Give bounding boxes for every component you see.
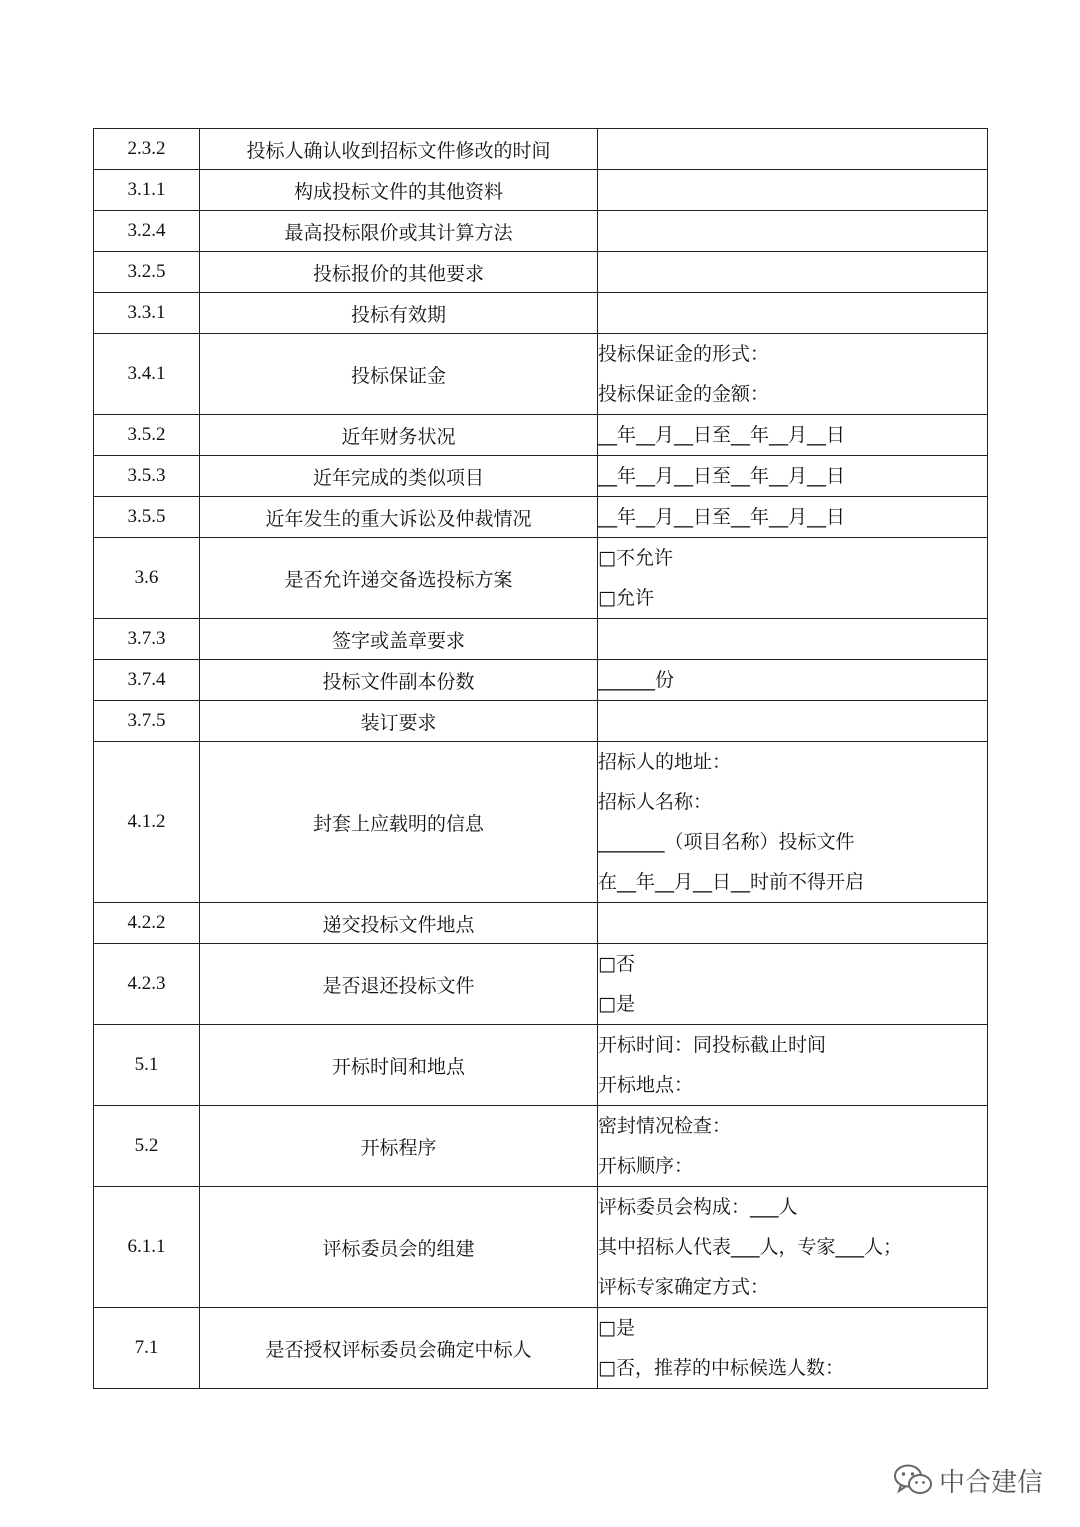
- watermark-text: 中合建信: [939, 1467, 1044, 1498]
- value-line: □否，推荐的中标候选人数：: [598, 1357, 844, 1379]
- clause-number: 3.4.1: [94, 334, 200, 415]
- table-row: [94, 1106, 988, 1187]
- table-row: [94, 619, 988, 660]
- clause-number: 4.2.2: [94, 903, 200, 944]
- clause-item: 投标人确认收到招标文件修改的时间: [200, 129, 598, 170]
- table-row: [94, 538, 988, 619]
- clause-number: 3.5.2: [94, 415, 200, 456]
- table-row: [94, 211, 988, 252]
- value-line: 开标顺序：: [598, 1155, 694, 1177]
- clause-value: [598, 1187, 988, 1308]
- table-row: [94, 415, 988, 456]
- value-line: 评标专家确定方式：: [598, 1276, 770, 1298]
- table-row: [94, 1308, 988, 1389]
- clause-value: [598, 538, 988, 619]
- clause-number: 3.1.1: [94, 170, 200, 211]
- value-line: __年__月__日至__年__月__日: [598, 506, 846, 528]
- value-line: 开标时间：同投标截止时间: [598, 1034, 827, 1056]
- clause-value: [598, 701, 988, 742]
- table-row: [94, 334, 988, 415]
- clause-item: 是否授权评标委员会确定中标人: [200, 1308, 598, 1389]
- clause-value: [598, 619, 988, 660]
- clause-value: [598, 1308, 988, 1389]
- clause-number: 3.7.5: [94, 701, 200, 742]
- value-line: 其中招标人代表___人，专家___人；: [598, 1236, 903, 1258]
- table-row: [94, 701, 988, 742]
- clause-number: 6.1.1: [94, 1187, 200, 1308]
- value-line: 开标地点：: [598, 1074, 694, 1096]
- table-row: [94, 742, 988, 903]
- clause-value: [598, 660, 988, 701]
- value-line: □允许: [598, 587, 654, 609]
- value-line: 在__年__月__日__时前不得开启: [598, 871, 865, 893]
- table-row: [94, 497, 988, 538]
- clause-number: 2.3.2: [94, 129, 200, 170]
- clause-value: [598, 170, 988, 211]
- value-line: □是: [598, 993, 635, 1015]
- table-row: [94, 456, 988, 497]
- clause-number: 3.5.3: [94, 456, 200, 497]
- table-row: [94, 252, 988, 293]
- clause-value: [598, 497, 988, 538]
- table-row: [94, 129, 988, 170]
- table-row: [94, 293, 988, 334]
- clause-item: 评标委员会的组建: [200, 1187, 598, 1308]
- clause-item: 投标文件副本份数: [200, 660, 598, 701]
- clause-value: [598, 334, 988, 415]
- value-line: □是: [598, 1317, 635, 1339]
- table-row: [94, 1025, 988, 1106]
- clause-number: 4.1.2: [94, 742, 200, 903]
- clause-item: 开标时间和地点: [200, 1025, 598, 1106]
- value-line: 密封情况检查：: [598, 1115, 732, 1137]
- clause-number: 3.3.1: [94, 293, 200, 334]
- value-line: □否: [598, 953, 635, 975]
- clause-item: 构成投标文件的其他资料: [200, 170, 598, 211]
- bid-data-table: [93, 128, 988, 1389]
- table-row: [94, 660, 988, 701]
- clause-value: [598, 742, 988, 903]
- clause-value: [598, 293, 988, 334]
- value-line: 投标保证金的金额：: [598, 383, 770, 405]
- clause-item: 签字或盖章要求: [200, 619, 598, 660]
- value-line: 评标委员会构成：___人: [598, 1196, 798, 1218]
- watermark: [893, 1460, 1043, 1500]
- clause-value: [598, 211, 988, 252]
- clause-item: 是否允许递交备选投标方案: [200, 538, 598, 619]
- clause-item: 投标保证金: [200, 334, 598, 415]
- clause-item: 开标程序: [200, 1106, 598, 1187]
- clause-item: 是否退还投标文件: [200, 944, 598, 1025]
- clause-item: 投标有效期: [200, 293, 598, 334]
- clause-value: [598, 1025, 988, 1106]
- clause-item: 近年完成的类似项目: [200, 456, 598, 497]
- clause-value: [598, 456, 988, 497]
- table-row: [94, 1187, 988, 1308]
- clause-item: 近年发生的重大诉讼及仲裁情况: [200, 497, 598, 538]
- value-line: 招标人的地址：: [598, 751, 732, 773]
- clause-value: [598, 944, 988, 1025]
- clause-number: 5.2: [94, 1106, 200, 1187]
- clause-value: [598, 252, 988, 293]
- clause-number: 3.6: [94, 538, 200, 619]
- value-line: □不允许: [598, 547, 673, 569]
- value-line: _______（项目名称）投标文件: [598, 831, 855, 853]
- clause-value: [598, 129, 988, 170]
- clause-number: 5.1: [94, 1025, 200, 1106]
- value-line: __年__月__日至__年__月__日: [598, 465, 846, 487]
- clause-number: 3.2.4: [94, 211, 200, 252]
- value-line: 招标人名称：: [598, 791, 713, 813]
- clause-item: 投标报价的其他要求: [200, 252, 598, 293]
- clause-number: 4.2.3: [94, 944, 200, 1025]
- clause-number: 3.7.4: [94, 660, 200, 701]
- value-line: 投标保证金的形式：: [598, 343, 770, 365]
- table-row: [94, 944, 988, 1025]
- clause-number: 3.5.5: [94, 497, 200, 538]
- value-line: __年__月__日至__年__月__日: [598, 424, 846, 446]
- clause-value: [598, 903, 988, 944]
- table-row: [94, 903, 988, 944]
- clause-item: 近年财务状况: [200, 415, 598, 456]
- clause-value: [598, 1106, 988, 1187]
- clause-item: 装订要求: [200, 701, 598, 742]
- clause-value: [598, 415, 988, 456]
- clause-number: 3.7.3: [94, 619, 200, 660]
- table-body: [94, 129, 988, 1389]
- clause-item: 最高投标限价或其计算方法: [200, 211, 598, 252]
- clause-number: 3.2.5: [94, 252, 200, 293]
- clause-number: 7.1: [94, 1308, 200, 1389]
- clause-item: 封套上应载明的信息: [200, 742, 598, 903]
- value-line: ______份: [598, 669, 675, 691]
- wechat-icon: [893, 1463, 933, 1497]
- table-row: [94, 170, 988, 211]
- clause-item: 递交投标文件地点: [200, 903, 598, 944]
